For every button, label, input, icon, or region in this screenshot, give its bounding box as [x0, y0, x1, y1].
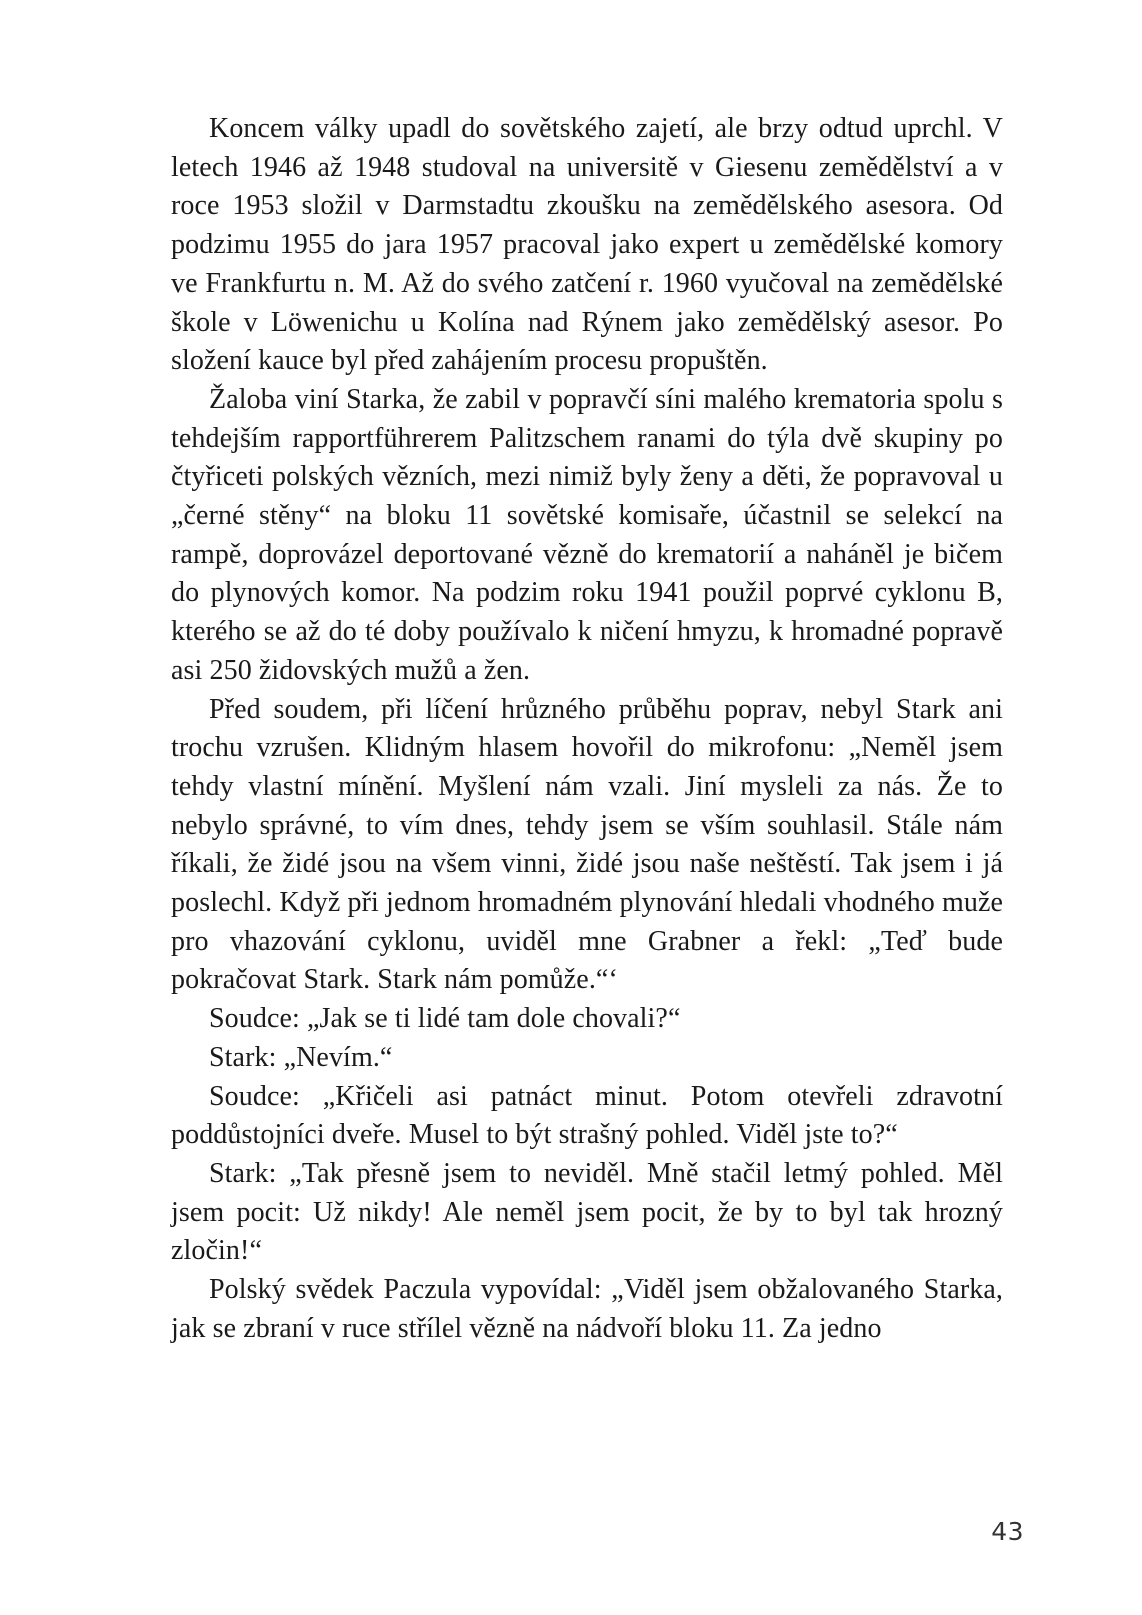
paragraph-2: Žaloba viní Starka, že zabil v popravčí síni malého krematoria spolu s tehdejším rapportführerem Palitzschem ranami do týla dvě skupiny po čtyřiceti polských vězních, mezi nimiž byly ženy a děti, že popravoval u „černé stěny“ na bloku 11 sovětské komisaře, účastnil se selekcí na rampě, doprovázel deportované vězně do krematorií a naháněl je bičem do plynových komor. Na podzim roku 1941 použil poprvé cyklonu B, kterého se až do té doby používalo k ničení hmyzu, k hromadné popravě asi 250 židovských mužů a žen.	[171, 383, 1003, 686]
paragraph-1: Koncem války upadl do sovětského zajetí, ale brzy odtud uprchl. V letech 1946 až 1948 studoval na universitě v Giesenu zemědělství a v roce 1953 složil v Darmstadtu zkoušku na zemědělského asesora. Od podzimu 1955 do jara 1957 pracoval jako expert u zemědělské komory ve Frankfurtu n. M. Až do svého zatčení r. 1960 vyučoval na zemědělské škole v Löwenichu u Kolína nad Rýnem jako zemědělský asesor. Po složení kauce byl před zahájením procesu propuštěn.	[171, 113, 1003, 377]
page-number: 43	[991, 1517, 1024, 1546]
paragraph-4: Soudce: „Jak se ti lidé tam dole chovali?“	[209, 1003, 681, 1035]
paragraph-5: Stark: „Nevím.“	[209, 1041, 393, 1073]
paragraph-6: Soudce: „Křičeli asi patnáct minut. Potom otevřeli zdravotní poddůstojníci dveře. Musel to být strašný pohled. Viděl jste to?“	[171, 1080, 1003, 1151]
body-text	[171, 110, 1003, 1349]
paragraph-8: Polský svědek Paczula vypovídal: „Viděl jsem obžalovaného Starka, jak se zbraní v ruce střílel vězně na nádvoří bloku 11. Za jedno	[171, 1274, 1003, 1344]
paragraph-3: Před soudem, při líčení hrůzného průběhu poprav, nebyl Stark ani trochu vzrušen. Klidným hlasem hovořil do mikrofonu: „Neměl jsem tehdy vlastní mínění. Myšlení nám vzali. Jiní mysleli za nás. Že to nebylo správné, to vím dnes, tehdy jsem se vším souhlasil. Stále nám říkali, že židé jsou na všem vinni, židé jsou naše neštěstí. Tak jsem i já poslechl. Když při jednom hromadném plynování hledali vhodného muže pro vhazování cyklonu, uviděl mne Grabner a řekl: „Teď bude pokračovat Stark. Stark nám pomůže.“‘	[171, 693, 1003, 996]
paragraph-7: Stark: „Tak přesně jsem to neviděl. Mně stačil letmý pohled. Měl jsem pocit: Už nikdy! Ale neměl jsem pocit, že by to byl tak hrozný zločin!“	[171, 1157, 1003, 1267]
